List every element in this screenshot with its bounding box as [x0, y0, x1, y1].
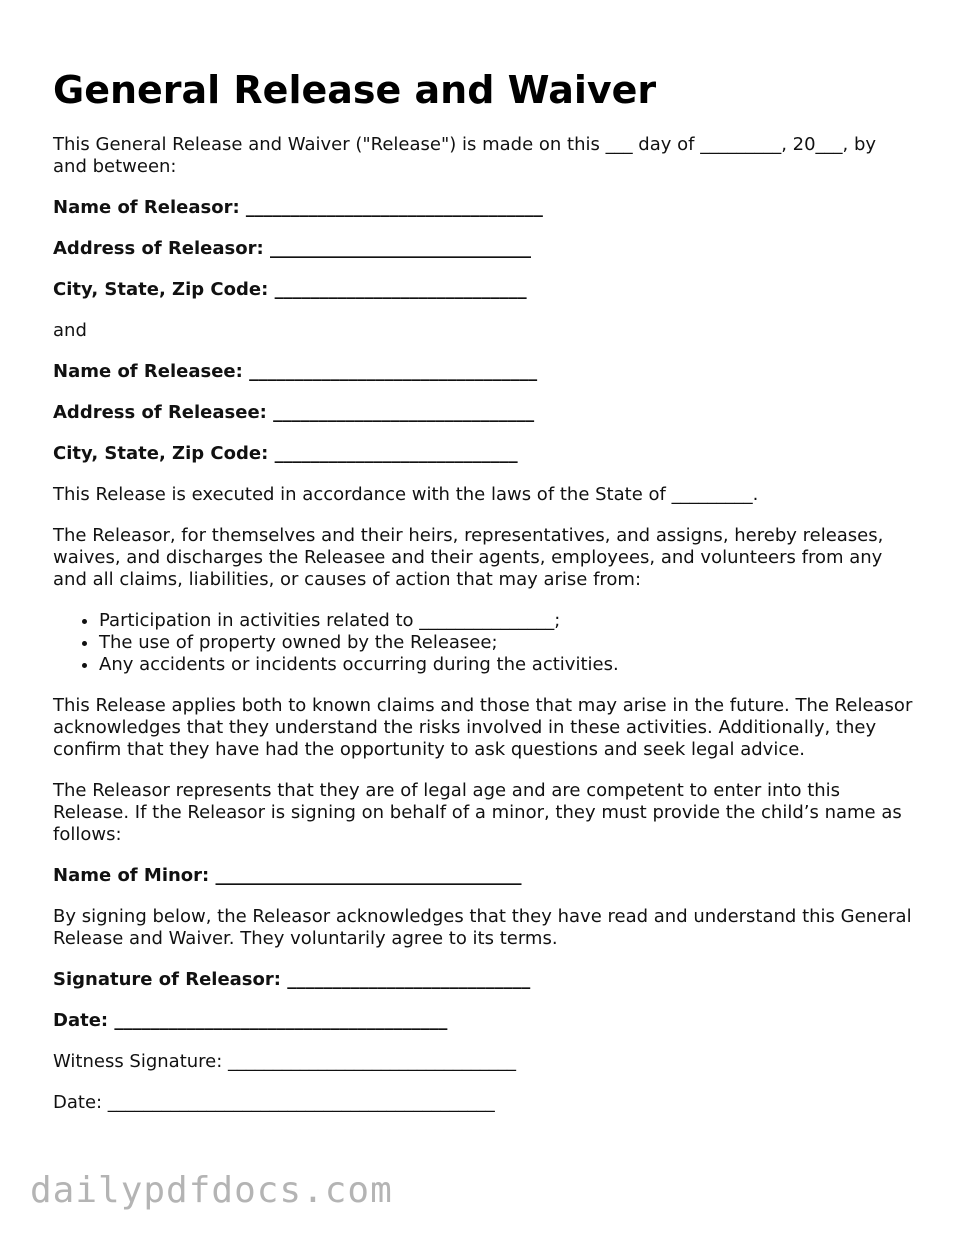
list-item: • Any accidents or incidents occurring during the activities.: [99, 654, 913, 676]
claims-paragraph: This Release applies both to known claims and those that may arise in the future. The Releasor acknowledges that they understand the risks involved in these activities. Additionally, they confirm that they have had the opportunity to ask questions and seek legal advice.: [53, 695, 913, 760]
watermark: dailypdfdocs.com: [30, 1170, 393, 1211]
releasee-address-field: Address of Releasee: _____________________________: [53, 402, 535, 423]
list-item: • Participation in activities related to _______________;: [99, 610, 913, 632]
acknowledge-paragraph: By signing below, the Releasor acknowledges that they have read and understand this General Release and Waiver. They voluntarily agree to its terms.: [53, 906, 912, 949]
releasee-city-field: City, State, Zip Code: ___________________________: [53, 443, 518, 464]
intro-paragraph: This General Release and Waiver ("Release") is made on this ___ day of _________, 20___, by and between:: [53, 134, 877, 177]
releasee-name-field: Name of Releasee: ________________________________: [53, 361, 538, 382]
release-paragraph: The Releasor, for themselves and their heirs, representatives, and assigns, hereby releases, waives, and discharges the Releasee and their agents, employees, and volunteers from any and all claims, liabilities, or causes of action that may arise from:: [53, 525, 884, 590]
releasor-city-field: City, State, Zip Code: ____________________________: [53, 279, 527, 300]
document-page: [53, 64, 913, 1133]
law-paragraph: This Release is executed in accordance with the laws of the State of _________.: [53, 484, 759, 505]
activities-list: [53, 610, 913, 676]
document-title: General Release and Waiver: [53, 68, 657, 112]
minor-name-field: Name of Minor: __________________________________: [53, 865, 522, 886]
witness-signature-field: Witness Signature: ________________________________: [53, 1051, 517, 1072]
witness-date-field: Date: ___________________________________________: [53, 1092, 495, 1113]
releasor-date-field: Date: _____________________________________: [53, 1010, 448, 1031]
and-text: and: [53, 320, 87, 341]
releasor-address-field: Address of Releasor: _____________________________: [53, 238, 531, 259]
releasor-name-field: Name of Releasor: _________________________________: [53, 197, 543, 218]
age-paragraph: The Releasor represents that they are of legal age and are competent to enter into this Release. If the Releasor is signing on behalf of a minor, they must provide the child’s name as follows:: [53, 780, 902, 845]
releasor-signature-field: Signature of Releasor: ___________________________: [53, 969, 531, 990]
list-item: • The use of property owned by the Releasee;: [99, 632, 913, 654]
